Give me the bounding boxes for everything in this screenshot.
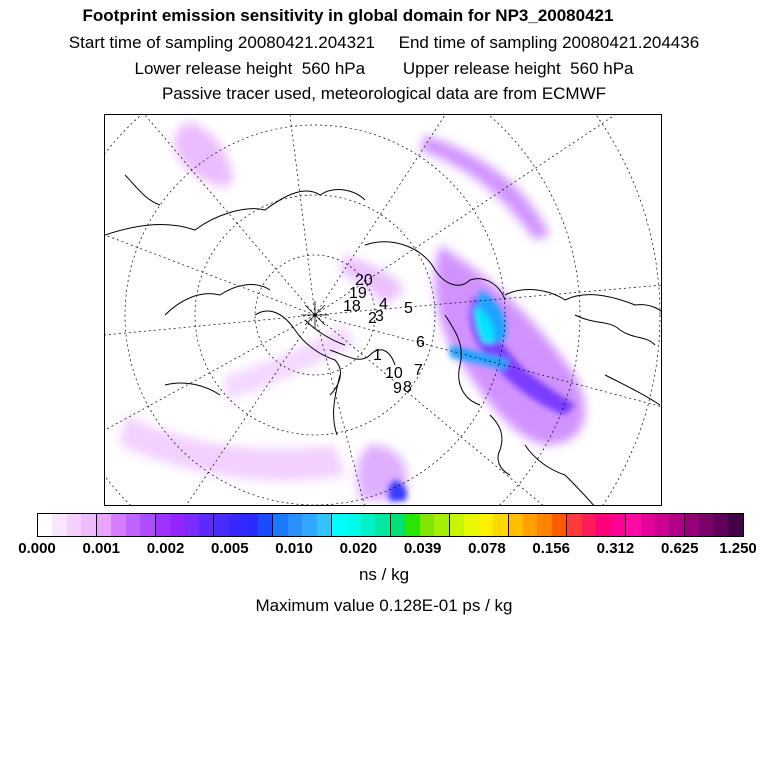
colorbar-segment <box>552 514 567 536</box>
colorbar-segment <box>596 514 610 536</box>
colorbar-segment <box>582 514 596 536</box>
colorbar-segment <box>641 514 655 536</box>
release-label-9: 9 <box>393 380 402 397</box>
colorbar-tick-label: 0.020 <box>339 540 378 557</box>
release-height-line: Lower release height 560 hPa Upper release height 560 hPa <box>134 59 634 78</box>
colorbar-tick-label: 1.250 <box>719 540 757 557</box>
colorbar-segment <box>97 514 111 536</box>
colorbar-segment <box>685 514 699 536</box>
colorbar-segment <box>391 514 405 536</box>
colorbar-segment <box>347 514 361 536</box>
colorbar-segment <box>229 514 243 536</box>
release-label-3: 3 <box>375 308 384 325</box>
colorbar-segment <box>493 514 508 536</box>
colorbar-segment <box>567 514 581 536</box>
colorbar-segment <box>626 514 640 536</box>
map-canvas <box>105 115 662 506</box>
release-label-1: 1 <box>373 347 382 364</box>
colorbar-segment <box>420 514 434 536</box>
colorbar-tick-label: 0.002 <box>146 540 185 557</box>
colorbar-segment <box>199 514 214 536</box>
colorbar-segment <box>317 514 332 536</box>
colorbar-segment <box>375 514 390 536</box>
colorbar-segment <box>450 514 464 536</box>
colorbar-segment <box>67 514 81 536</box>
colorbar-segment <box>332 514 346 536</box>
colorbar-segment <box>434 514 449 536</box>
release-label-7: 7 <box>414 362 423 379</box>
colorbar-segment <box>699 514 713 536</box>
colorbar-segment <box>38 514 52 536</box>
colorbar-unit: ns / kg <box>358 565 410 584</box>
colorbar-tick-label: 0.078 <box>468 540 506 557</box>
release-label-8: 8 <box>403 379 412 396</box>
colorbar-tick-label: 0.156 <box>532 540 570 557</box>
release-label-19: 19 <box>349 285 367 302</box>
colorbar-segment <box>52 514 66 536</box>
colorbar-tick-label: 0.010 <box>275 540 313 557</box>
colorbar-segment <box>714 514 728 536</box>
colorbar-segment <box>655 514 669 536</box>
colorbar-tick-label: 0.005 <box>211 540 249 557</box>
colorbar-segment <box>509 514 523 536</box>
colorbar-segment <box>288 514 302 536</box>
release-point-marker <box>301 301 329 329</box>
colorbar-segment <box>273 514 287 536</box>
colorbar-tick-label: 0.000 <box>18 540 56 557</box>
colorbar-segment <box>302 514 316 536</box>
tracer-info-line: Passive tracer used, meteorological data are from ECMWF <box>161 84 607 103</box>
colorbar-tick-label: 0.039 <box>403 540 442 557</box>
colorbar-tick-label: 0.001 <box>82 540 121 557</box>
colorbar-segment <box>523 514 537 536</box>
release-label-2: 2 <box>368 310 377 327</box>
colorbar-segment <box>361 514 375 536</box>
colorbar-segment <box>464 514 478 536</box>
colorbar-segment <box>537 514 551 536</box>
colorbar-segment <box>243 514 257 536</box>
maximum-value-label: Maximum value 0.128E-01 ps / kg <box>255 596 513 615</box>
colorbar-segment <box>728 514 742 536</box>
colorbar-segment <box>258 514 273 536</box>
colorbar-segment <box>669 514 684 536</box>
plot-title: Footprint emission sensitivity in global domain for NP3_20080421 <box>82 6 614 25</box>
release-label-4: 4 <box>379 296 388 313</box>
colorbar-segment <box>611 514 626 536</box>
colorbar-segment <box>81 514 96 536</box>
colorbar-segment <box>214 514 228 536</box>
colorbar-tick-label: 0.312 <box>596 540 635 557</box>
colorbar-segment <box>479 514 493 536</box>
release-label-6: 6 <box>416 334 425 351</box>
colorbar-segment <box>140 514 155 536</box>
colorbar-segment <box>170 514 184 536</box>
polar-map <box>104 114 662 506</box>
release-label-20: 20 <box>355 272 373 289</box>
release-label-18: 18 <box>343 298 361 315</box>
release-label-10: 10 <box>385 365 403 382</box>
colorbar-segment <box>185 514 199 536</box>
colorbar-tick-label: 0.625 <box>660 540 699 557</box>
colorbar <box>37 513 744 537</box>
colorbar-segment <box>156 514 170 536</box>
release-label-5: 5 <box>404 300 413 317</box>
colorbar-segment <box>405 514 419 536</box>
colorbar-segment <box>111 514 125 536</box>
colorbar-segment <box>126 514 140 536</box>
sampling-time-line: Start time of sampling 20080421.204321 End time of sampling 20080421.204436 <box>68 33 700 52</box>
